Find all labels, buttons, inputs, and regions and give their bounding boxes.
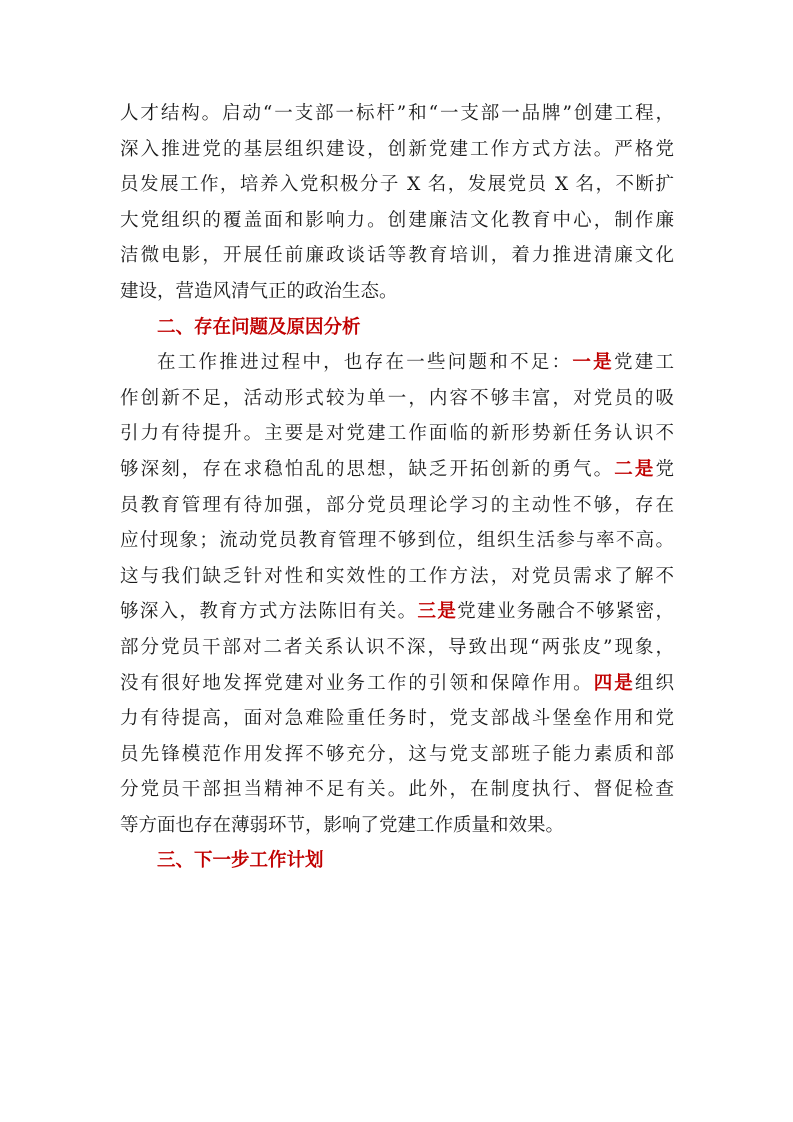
point-marker-four: 四是 bbox=[593, 672, 635, 694]
point-marker-two: 二是 bbox=[614, 458, 656, 480]
text-line bbox=[120, 452, 674, 488]
text-line: 等方面也存在薄弱环节，影响了党建工作质量和效果。 bbox=[120, 814, 565, 836]
text-line: 大党组织的覆盖面和影响力。创建廉洁文化教育中心，制作廉 bbox=[120, 209, 674, 231]
text-line: 员发展工作，培养入党积极分子 X 名，发展党员 X 名，不断扩 bbox=[120, 174, 674, 196]
text-line: 应付现象；流动党员教育管理不够到位，组织生活参与率不高。 bbox=[120, 530, 674, 552]
text-line bbox=[120, 594, 674, 630]
text-line: 作创新不足，活动形式较为单一，内容不够丰富，对党员的吸 bbox=[120, 387, 674, 409]
text-line: 建设，营造风清气正的政治生态。 bbox=[120, 280, 398, 302]
text-run: 党 bbox=[655, 458, 674, 480]
text-line: 员教育管理有待加强，部分党员理论学习的主动性不够，存在 bbox=[120, 494, 674, 516]
text-line: 这与我们缺乏针对性和实效性的工作方法，对党员需求了解不 bbox=[120, 565, 674, 587]
text-line: 人才结构。启动“一支部一标杆”和“一支部一品牌”创建工程， bbox=[120, 103, 674, 124]
point-marker-three: 三是 bbox=[417, 601, 458, 623]
text-line bbox=[120, 345, 674, 381]
text-run: 组织 bbox=[634, 672, 674, 694]
text-line: 引力有待提升。主要是对党建工作面临的新形势新任务认识不 bbox=[120, 423, 674, 445]
text-run: 党建工 bbox=[613, 352, 674, 374]
text-run: 党建业务融合不够紧密， bbox=[457, 601, 674, 623]
text-run: 够深刻，存在求稳怕乱的思想，缺乏开拓创新的勇气。 bbox=[120, 458, 615, 480]
section-heading-problems: 二、存在问题及原因分析 bbox=[157, 316, 361, 338]
document-body bbox=[120, 96, 674, 879]
text-run: 没有很好地发挥党建对业务工作的引领和保障作用。 bbox=[120, 672, 594, 694]
paragraph-problems bbox=[120, 345, 674, 843]
section-heading-next-steps: 三、下一步工作计划 bbox=[157, 850, 324, 872]
text-line: 部分党员干部对二者关系认识不深，导致出现“两张皮”现象， bbox=[120, 636, 674, 658]
text-run: 够深入，教育方式方法陈旧有关。 bbox=[120, 601, 418, 623]
text-line bbox=[120, 666, 674, 702]
text-line: 分党员干部担当精神不足有关。此外，在制度执行、督促检查 bbox=[120, 779, 674, 801]
point-marker-one: 一是 bbox=[572, 352, 614, 374]
text-line: 员先锋模范作用发挥不够充分，这与党支部班子能力素质和部 bbox=[120, 743, 674, 765]
text-line: 力有待提高，面对急难险重任务时，党支部战斗堡垒作用和党 bbox=[120, 708, 674, 730]
text-run: 在工作推进过程中，也存在一些问题和不足： bbox=[157, 352, 573, 374]
paragraph-talent-structure bbox=[120, 96, 674, 310]
text-line: 洁微电影，开展任前廉政谈话等教育培训，着力推进清廉文化 bbox=[120, 245, 674, 267]
text-line: 深入推进党的基层组织建设，创新党建工作方式方法。严格党 bbox=[120, 138, 674, 160]
